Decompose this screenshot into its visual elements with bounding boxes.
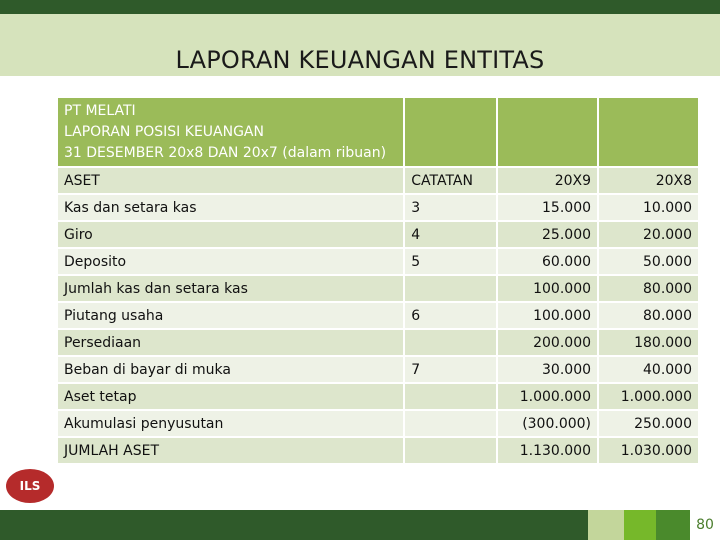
balance-sheet-table bbox=[56, 96, 700, 465]
row-note: 7 bbox=[405, 357, 496, 382]
row-value-20x9: (300.000) bbox=[498, 411, 597, 436]
title-divider bbox=[0, 76, 720, 78]
row-value-20x8: 50.000 bbox=[599, 249, 698, 274]
column-header-row bbox=[58, 168, 698, 193]
footer-accent-square bbox=[656, 510, 690, 540]
header-empty-cell bbox=[405, 98, 496, 166]
row-value-20x8: 80.000 bbox=[599, 276, 698, 301]
row-note: 4 bbox=[405, 222, 496, 247]
table-row bbox=[58, 303, 698, 328]
table-row bbox=[58, 357, 698, 382]
row-label: Giro bbox=[58, 222, 403, 247]
row-label: Beban di bayar di muka bbox=[58, 357, 403, 382]
footer-accent-square bbox=[588, 510, 624, 540]
column-header-20x8: 20X8 bbox=[599, 168, 698, 193]
table-header-row bbox=[58, 98, 698, 166]
row-note: 5 bbox=[405, 249, 496, 274]
row-value-20x9: 25.000 bbox=[498, 222, 597, 247]
table-row bbox=[58, 411, 698, 436]
table-row bbox=[58, 384, 698, 409]
row-value-20x9: 1.130.000 bbox=[498, 438, 597, 463]
column-header-aset: ASET bbox=[58, 168, 403, 193]
row-value-20x8: 1.000.000 bbox=[599, 384, 698, 409]
row-note bbox=[405, 438, 496, 463]
column-header-20x9: 20X9 bbox=[498, 168, 597, 193]
header-empty-cell bbox=[498, 98, 597, 166]
row-value-20x8: 180.000 bbox=[599, 330, 698, 355]
row-note: 6 bbox=[405, 303, 496, 328]
table-row bbox=[58, 249, 698, 274]
row-value-20x8: 10.000 bbox=[599, 195, 698, 220]
row-value-20x9: 1.000.000 bbox=[498, 384, 597, 409]
row-value-20x8: 80.000 bbox=[599, 303, 698, 328]
row-value-20x9: 200.000 bbox=[498, 330, 597, 355]
report-period: 31 DESEMBER 20x8 DAN 20x7 (dalam ribuan) bbox=[64, 144, 387, 161]
report-header-cell bbox=[58, 98, 403, 166]
row-value-20x9: 15.000 bbox=[498, 195, 597, 220]
row-label: JUMLAH ASET bbox=[58, 438, 403, 463]
row-label: Deposito bbox=[58, 249, 403, 274]
ils-logo: ILS bbox=[6, 469, 54, 503]
row-label: Akumulasi penyusutan bbox=[58, 411, 403, 436]
column-header-catatan: CATATAN bbox=[405, 168, 496, 193]
slide-title: LAPORAN KEUANGAN ENTITAS bbox=[175, 46, 545, 74]
row-value-20x9: 60.000 bbox=[498, 249, 597, 274]
table-row bbox=[58, 195, 698, 220]
row-note bbox=[405, 330, 496, 355]
table-row-total bbox=[58, 438, 698, 463]
row-value-20x9: 100.000 bbox=[498, 276, 597, 301]
row-label: Persediaan bbox=[58, 330, 403, 355]
row-value-20x8: 1.030.000 bbox=[599, 438, 698, 463]
table-row bbox=[58, 276, 698, 301]
row-label: Aset tetap bbox=[58, 384, 403, 409]
row-note bbox=[405, 411, 496, 436]
row-value-20x9: 100.000 bbox=[498, 303, 597, 328]
table-row bbox=[58, 330, 698, 355]
row-value-20x8: 250.000 bbox=[599, 411, 698, 436]
footer-accent-square bbox=[624, 510, 656, 540]
row-value-20x9: 30.000 bbox=[498, 357, 597, 382]
row-value-20x8: 20.000 bbox=[599, 222, 698, 247]
row-note bbox=[405, 276, 496, 301]
row-label: Kas dan setara kas bbox=[58, 195, 403, 220]
header-empty-cell bbox=[599, 98, 698, 166]
report-name: LAPORAN POSISI KEUANGAN bbox=[64, 123, 264, 140]
row-value-20x8: 40.000 bbox=[599, 357, 698, 382]
top-strip bbox=[0, 0, 720, 14]
row-note: 3 bbox=[405, 195, 496, 220]
company-name: PT MELATI bbox=[64, 102, 136, 119]
row-label: Jumlah kas dan setara kas bbox=[58, 276, 403, 301]
page-number: 80 bbox=[690, 510, 720, 540]
row-label: Piutang usaha bbox=[58, 303, 403, 328]
table-row bbox=[58, 222, 698, 247]
row-note bbox=[405, 384, 496, 409]
